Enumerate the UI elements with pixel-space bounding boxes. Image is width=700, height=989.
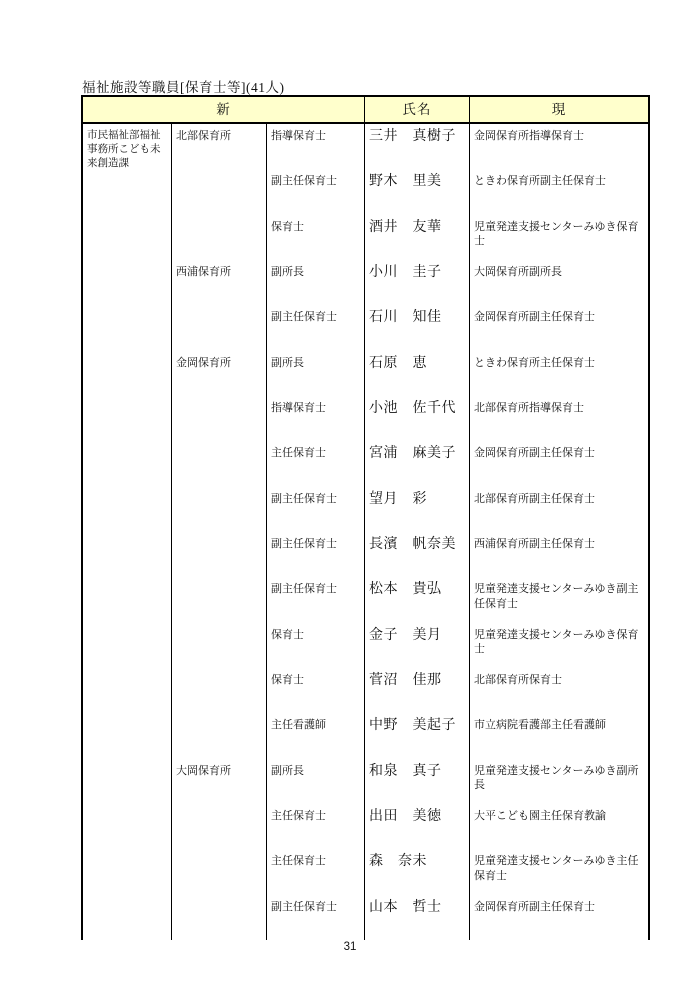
facility-cell: 金岡保育所 — [171, 351, 266, 759]
current-position-cell: 金岡保育所副主任保育士 — [469, 895, 648, 940]
current-position-cell: 児童発達支援センターみゆき保育士 — [469, 215, 648, 260]
person-name-cell: 小川 圭子 — [364, 260, 469, 305]
current-position-cell: 西浦保育所副主任保育士 — [469, 532, 648, 577]
person-name-cell: 金子 美月 — [364, 623, 469, 668]
current-position-cell: ときわ保育所主任保育士 — [469, 351, 648, 396]
facility-cell: 北部保育所 — [171, 124, 266, 260]
header-name: 氏名 — [364, 97, 469, 122]
header-new: 新 — [216, 102, 231, 117]
current-position-cell: 児童発達支援センターみゆき副主任保育士 — [469, 577, 648, 622]
table-body — [83, 124, 648, 940]
page-number: 31 — [343, 941, 357, 953]
new-position-cell: 主任看護師 — [266, 713, 364, 758]
page-title: 福祉施設等職員[保育士等](41人) — [82, 80, 285, 95]
current-position-cell: 金岡保育所指導保育士 — [469, 124, 648, 169]
new-position-cell: 保育士 — [266, 668, 364, 713]
header-current: 現 — [469, 97, 648, 122]
person-name-cell: 菅沼 佳那 — [364, 668, 469, 713]
new-position-cell: 副主任保育士 — [266, 895, 364, 940]
new-position-cell: 保育士 — [266, 623, 364, 668]
facility-cell: 大岡保育所 — [171, 759, 266, 940]
person-name-cell: 宮浦 麻美子 — [364, 441, 469, 486]
new-position-cell: 保育士 — [266, 215, 364, 260]
new-position-cell: 副主任保育士 — [266, 169, 364, 214]
new-position-cell: 副主任保育士 — [266, 305, 364, 350]
current-position-cell: 児童発達支援センターみゆき保育士 — [469, 623, 648, 668]
current-position-cell: 金岡保育所副主任保育士 — [469, 305, 648, 350]
person-name-cell: 野木 里美 — [364, 169, 469, 214]
person-name-cell: 望月 彩 — [364, 487, 469, 532]
person-name-cell: 酒井 友華 — [364, 215, 469, 260]
new-position-cell: 副所長 — [266, 260, 364, 305]
personnel-table — [81, 95, 650, 940]
current-position-cell: 大岡保育所副所長 — [469, 260, 648, 305]
table-header-row — [83, 97, 648, 124]
person-name-cell: 出田 美徳 — [364, 804, 469, 849]
current-position-cell: ときわ保育所副主任保育士 — [469, 169, 648, 214]
new-position-cell: 主任保育士 — [266, 849, 364, 894]
new-position-cell: 指導保育士 — [266, 396, 364, 441]
new-position-cell: 副所長 — [266, 759, 364, 804]
person-name-cell: 中野 美起子 — [364, 713, 469, 758]
new-position-cell: 副所長 — [266, 351, 364, 396]
person-name-cell: 石原 恵 — [364, 351, 469, 396]
person-name-cell: 三井 真樹子 — [364, 124, 469, 169]
department-cell: 市民福祉部福祉事務所こども未来創造課 — [87, 130, 161, 169]
person-name-cell: 小池 佐千代 — [364, 396, 469, 441]
new-position-cell: 副主任保育士 — [266, 487, 364, 532]
new-position-cell: 指導保育士 — [266, 124, 364, 169]
person-name-cell: 長濱 帆奈美 — [364, 532, 469, 577]
current-position-cell: 北部保育所副主任保育士 — [469, 487, 648, 532]
new-position-cell: 主任保育士 — [266, 441, 364, 486]
person-name-cell: 松本 貴弘 — [364, 577, 469, 622]
new-position-cell: 副主任保育士 — [266, 532, 364, 577]
person-name-cell: 和泉 真子 — [364, 759, 469, 804]
facility-cell: 西浦保育所 — [171, 260, 266, 351]
current-position-cell: 児童発達支援センターみゆき主任保育士 — [469, 849, 648, 894]
current-position-cell: 児童発達支援センターみゆき副所長 — [469, 759, 648, 804]
new-position-cell: 主任保育士 — [266, 804, 364, 849]
current-position-cell: 北部保育所保育士 — [469, 668, 648, 713]
current-position-cell: 大平こども園主任保育教諭 — [469, 804, 648, 849]
person-name-cell: 山本 哲士 — [364, 895, 469, 940]
person-name-cell: 石川 知佳 — [364, 305, 469, 350]
new-position-cell: 副主任保育士 — [266, 577, 364, 622]
current-position-cell: 市立病院看護部主任看護師 — [469, 713, 648, 758]
person-name-cell: 森 奈未 — [364, 849, 469, 894]
current-position-cell: 北部保育所指導保育士 — [469, 396, 648, 441]
current-position-cell: 金岡保育所副主任保育士 — [469, 441, 648, 486]
